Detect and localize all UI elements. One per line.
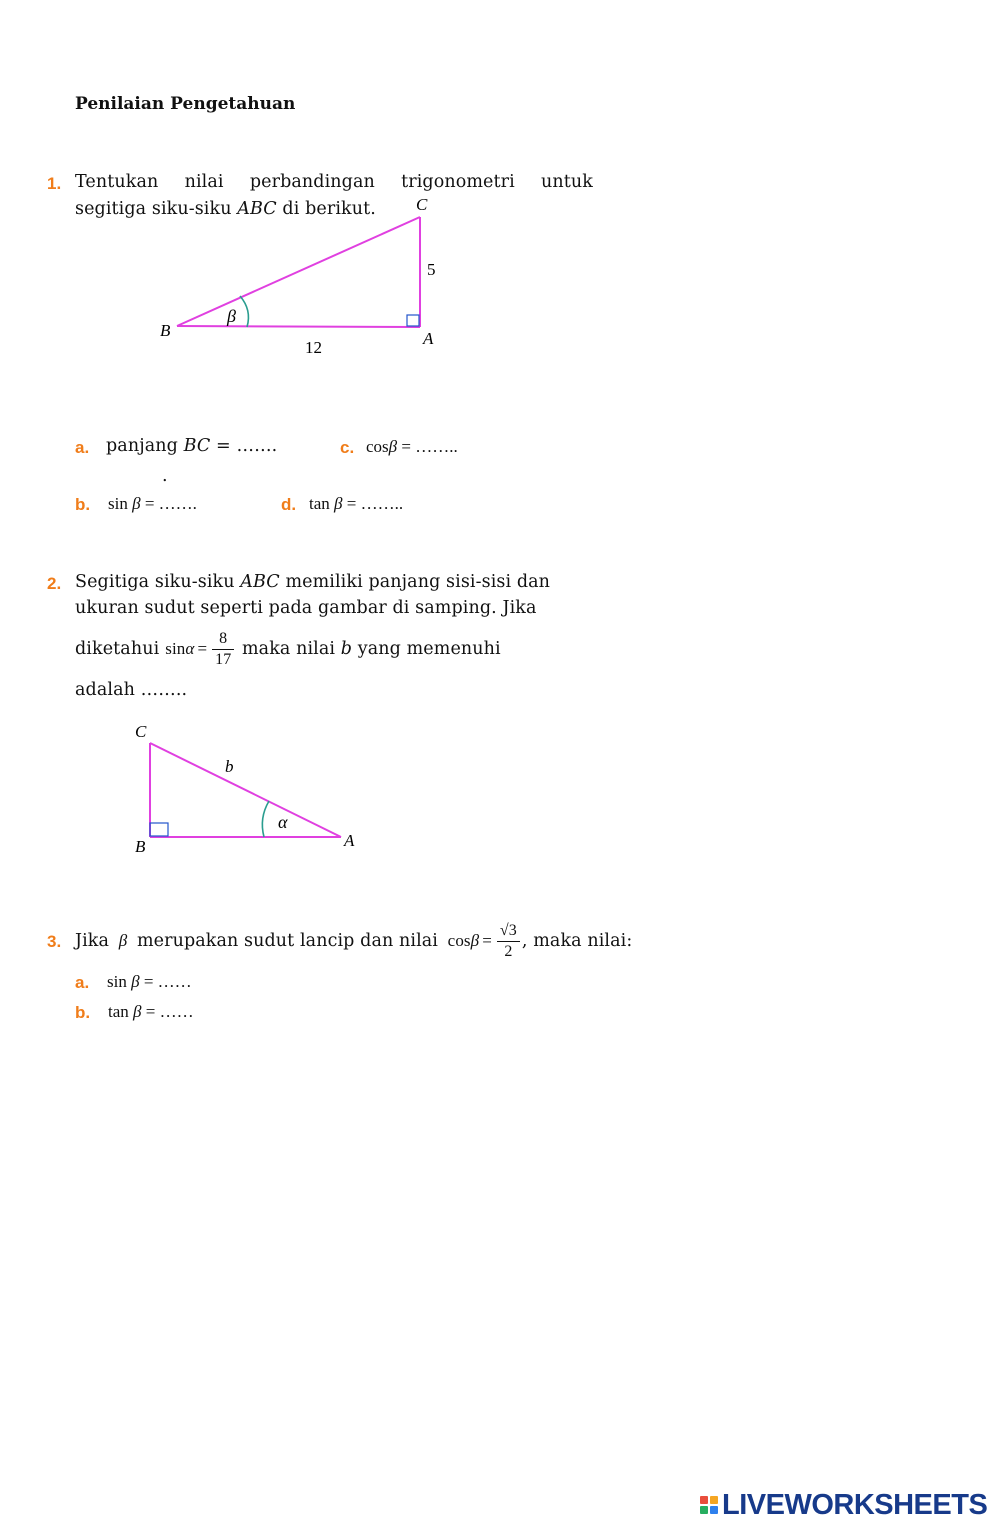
- q3-item-b: [108, 1002, 194, 1022]
- q3-item-b-pre: tan: [108, 1002, 134, 1021]
- angle-alpha-arc: [262, 801, 269, 837]
- question-2-line2: ukuran sudut seperti pada gambar di samping. Jika: [75, 598, 537, 618]
- right-angle-marker: [150, 823, 168, 836]
- q1-item-b: [108, 494, 197, 514]
- q3-item-b-var: β: [133, 1002, 142, 1021]
- q1-item-a-label: a.: [75, 438, 90, 457]
- q1-item-b-post: = …….: [140, 494, 197, 513]
- question-1-line1: Tentukan nilai perbandingan trigonometri untuk: [75, 172, 593, 192]
- side-ba: [177, 326, 420, 327]
- angle-beta-arc: [240, 296, 248, 327]
- angle-label-beta: β: [227, 306, 236, 326]
- q1-line2-post: di berikut.: [276, 199, 376, 219]
- q2-sin-label: sin: [165, 639, 186, 658]
- q1-item-a-var: BC: [183, 436, 211, 456]
- q2-line3-mid: maka nilai: [236, 639, 341, 659]
- q2-line1-abc: ABC: [240, 572, 280, 592]
- q1-item-d-post: = ……..: [342, 494, 404, 513]
- q1-line2-pre: segitiga siku-siku: [75, 199, 238, 219]
- q3-frac-num: √3: [497, 922, 520, 942]
- q1-item-a-post: = …….: [210, 436, 278, 456]
- q1-line2-abc: ABC: [237, 199, 277, 219]
- q3-item-a: [107, 972, 192, 992]
- q3-beta-2: β: [470, 931, 480, 950]
- q1-item-c-label: c.: [340, 438, 355, 457]
- q1-item-c-pre: cos: [366, 437, 389, 456]
- q3-item-b-post: = ……: [141, 1002, 194, 1021]
- vertex-label-c: C: [135, 722, 147, 741]
- vertex-label-b: B: [160, 321, 171, 340]
- q1-item-a: [106, 436, 277, 456]
- question-2-line1: [75, 572, 550, 592]
- q1-item-c-var: β: [388, 437, 398, 456]
- q2-frac-num: 8: [212, 630, 234, 650]
- q3-post: , maka nilai:: [521, 931, 633, 951]
- triangle-figure-1: [150, 190, 460, 360]
- logo-grid-icon: [700, 1496, 718, 1514]
- q1-item-c-post: = ……..: [397, 437, 458, 456]
- triangle-figure-2: [125, 715, 375, 865]
- side-label-12: 12: [305, 338, 322, 357]
- vertex-label-a: A: [423, 329, 434, 348]
- q1-item-b-label: b.: [75, 495, 91, 514]
- side-label-5: 5: [427, 260, 436, 279]
- q3-pre: Jika: [75, 931, 115, 951]
- q3-item-a-var: β: [131, 972, 140, 991]
- q2-frac-den: 17: [215, 650, 232, 668]
- question-3-line: [75, 913, 632, 969]
- q3-item-a-pre: sin: [107, 972, 132, 991]
- vertex-label-c: C: [416, 195, 428, 214]
- question-3-number: 3.: [47, 932, 62, 951]
- q1-item-a-pre: panjang: [106, 436, 184, 456]
- right-angle-marker: [407, 315, 419, 326]
- logo-text: LIVEWORKSHEETS: [722, 1488, 988, 1521]
- q3-cos-label: cos: [447, 931, 471, 950]
- vertex-label-a: A: [344, 831, 355, 850]
- q3-item-b-label: b.: [75, 1003, 91, 1022]
- vertex-label-b: B: [135, 837, 146, 856]
- q3-equals: =: [482, 931, 492, 950]
- question-2-line3: [75, 624, 501, 674]
- q2-line3-post: yang memenuhi: [352, 639, 501, 659]
- q1-item-d-label: d.: [281, 495, 297, 514]
- q2-b-var: b: [340, 639, 353, 659]
- side-ca: [150, 743, 341, 837]
- q1-item-b-pre: sin: [108, 494, 133, 513]
- q2-fraction: [212, 630, 234, 669]
- question-2-number: 2.: [47, 574, 62, 593]
- q1-item-d-var: β: [334, 494, 343, 513]
- q2-line1-post: memiliki panjang sisi-sisi dan: [279, 572, 551, 592]
- q2-line1-pre: Segitiga siku-siku: [75, 572, 241, 592]
- q1-item-d: [309, 494, 403, 514]
- q1-item-c: [366, 437, 458, 457]
- question-1-number: 1.: [47, 174, 62, 193]
- q3-item-a-label: a.: [75, 973, 90, 992]
- side-bc: [177, 217, 420, 326]
- q1-extra-dot: .: [162, 466, 168, 486]
- liveworksheets-logo: [700, 1488, 987, 1522]
- q2-equals: =: [197, 639, 208, 658]
- question-2-line4: adalah ……..: [75, 680, 188, 700]
- side-label-b: b: [225, 757, 234, 776]
- q3-mid: merupakan sudut lancip dan nilai: [131, 931, 444, 951]
- q3-beta: β: [118, 931, 128, 950]
- q3-fraction: [497, 922, 520, 961]
- q2-line3-pre: diketahui: [75, 639, 160, 659]
- q1-item-d-pre: tan: [309, 494, 335, 513]
- q1-item-b-var: β: [132, 494, 141, 513]
- q3-item-a-post: = ……: [139, 972, 192, 991]
- angle-label-alpha: α: [278, 812, 288, 832]
- q3-frac-den: 2: [504, 942, 513, 960]
- q2-alpha: α: [185, 639, 195, 658]
- page-title: Penilaian Pengetahuan: [75, 94, 296, 114]
